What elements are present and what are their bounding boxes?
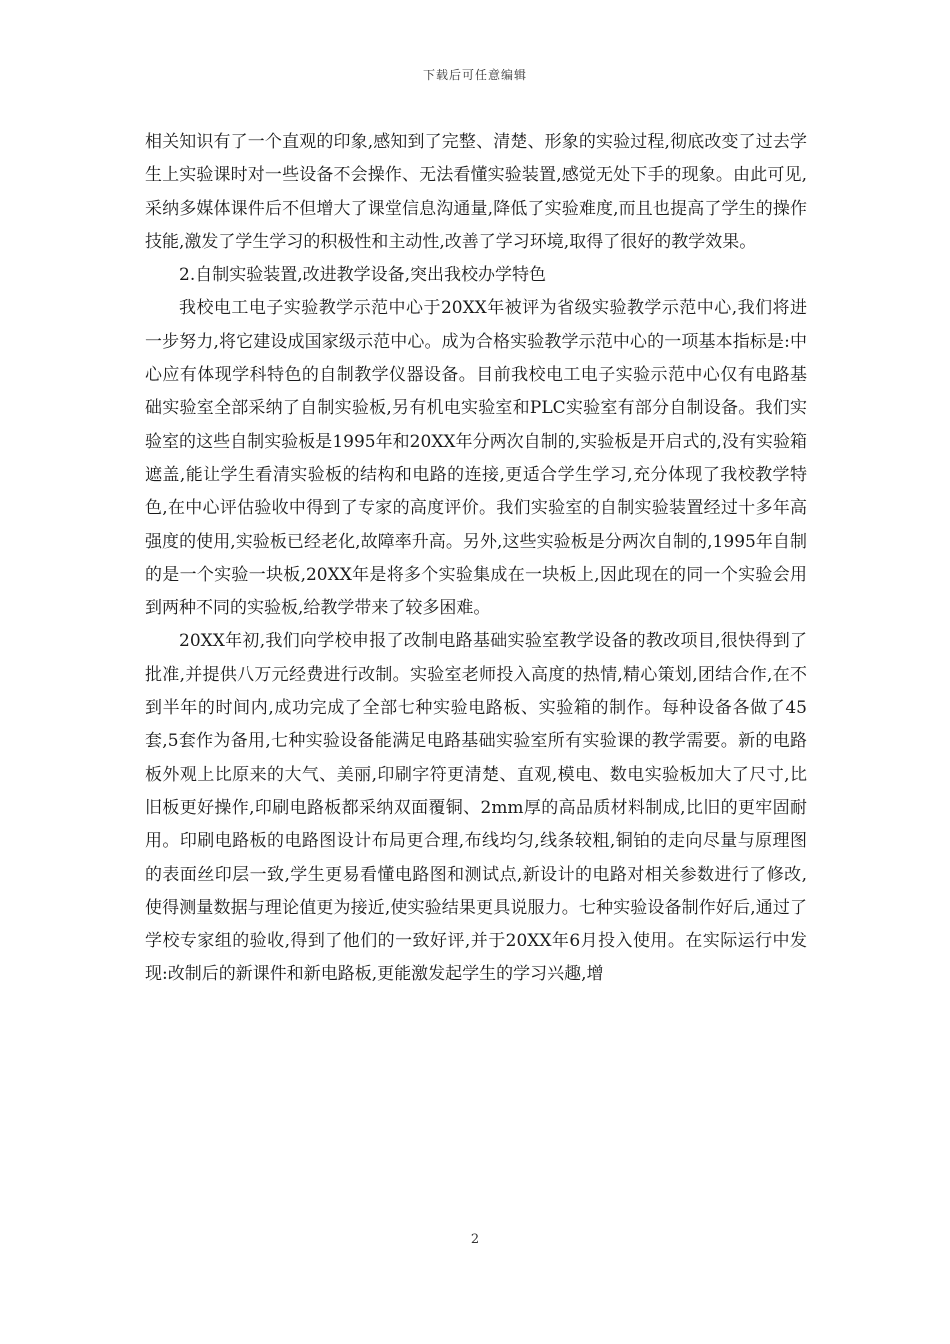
page-number: 2 bbox=[470, 1232, 480, 1247]
section-heading: 2.自制实验装置,改进教学设备,突出我校办学特色 bbox=[179, 265, 547, 286]
paragraph-continuation: 相关知识有了一个直观的印象,感知到了完整、清楚、形象的实验过程,彻底改变了过去学生上实验课时对一些设备不会操作、无法看懂实验装置,感觉无处下手的现象。由此可见,采纳多媒体课件后不但增大了课堂信息沟通量,降低了实验难度,而且也提高了学生的操作技能,激发了学生学习的积极性和主动性,改善了学习环境,取得了很好的教学效果。 bbox=[145, 132, 807, 252]
paragraph: 20XX年初,我们向学校申报了改制电路基础实验室教学设备的教改项目,很快得到了批准,并提供八万元经费进行改制。实验室老师投入高度的热情,精心策划,团结合作,在不到半年的时间内,成功完成了全部七种实验电路板、实验箱的制作。每种设备各做了45套,5套作为备用,七种实验设备能满足电路基础实验室所有实验课的教学需要。新的电路板外观上比原来的大气、美丽,印刷字符更清楚、直观,模电、数电实验板加大了尺寸,比旧板更好操作,印刷电路板都采纳双面覆铜、2mm厚的高品质材料制成,比旧的更牢固耐用。印刷电路板的电路图设计布局更合理,布线均匀,线条较粗,铜铂的走向尽量与原理图的表面丝印层一致,学生更易看懂电路图和测试点,新设计的电路对相关参数进行了修改,使得测量数据与理论值更为接近,使实验结果更具说服力。七种实验设备制作好后,通过了学校专家组的验收,得到了他们的一致好评,并于20XX年6月投入使用。在实际运行中发现:改制后的新课件和新电路板,更能激发起学生的学习兴趣,增 bbox=[145, 631, 807, 985]
page-header: 下载后可任意编辑 bbox=[422, 68, 527, 82]
paragraph: 我校电工电子实验教学示范中心于20XX年被评为省级实验教学示范中心,我们将进一步努力,将它建设成国家级示范中心。成为合格实验教学示范中心的一项基本指标是:中心应有体现学科特色的自制教学仪器设备。目前我校电工电子实验示范中心仅有电路基础实验室全部采纳了自制实验板,另有机电实验室和PLC实验室有部分自制设备。我们实验室的这些自制实验板是1995年和20XX年分两次自制的,实验板是开启式的,没有实验箱遮盖,能让学生看清实验板的结构和电路的连接,更适合学生学习,充分体现了我校教学特色,在中心评估验收中得到了专家的高度评价。我们实验室的自制实验装置经过十多年高强度的使用,实验板已经老化,故障率升高。另外,这些实验板是分两次自制的,1995年自制的是一个实验一块板,20XX年是将多个实验集成在一块板上,因此现在的同一个实验会用到两种不同的实验板,给教学带来了较多困难。 bbox=[145, 298, 807, 619]
body-text bbox=[145, 126, 807, 992]
